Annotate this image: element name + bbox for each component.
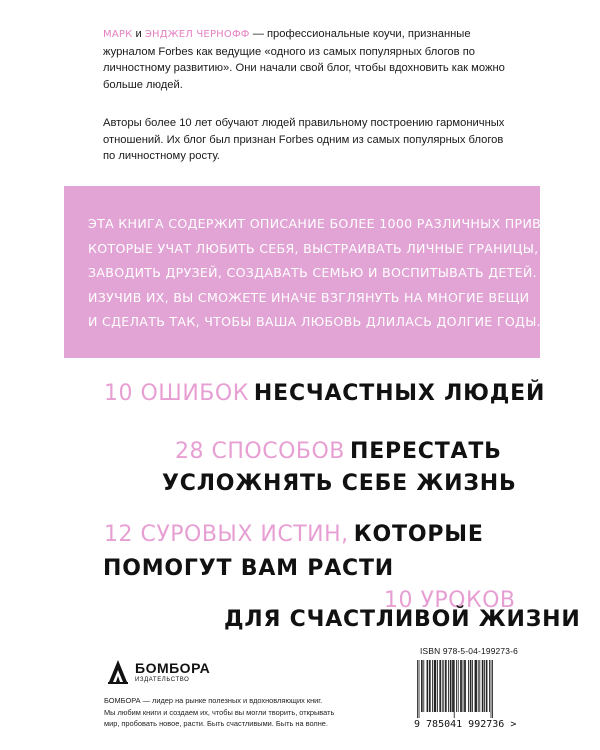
headline-mistakes — [104, 381, 545, 406]
headline-pink: 10 ОШИБОК — [104, 381, 249, 406]
description-line: ЗАВОДИТЬ ДРУЗЕЙ, СОЗДАВАТЬ СЕМЬЮ И ВОСПИТЫВАТЬ ДЕТЕЙ. — [88, 265, 537, 280]
headline-pink: 10 УРОКОВ — [384, 588, 516, 613]
headline-lessons-continued — [224, 607, 581, 632]
author-name-angel: ЭНДЖЕЛ ЧЕРНОФФ — [144, 29, 250, 40]
isbn-label: ISBN 978-5-04-199273-6 — [420, 646, 518, 656]
barcode-number: 9 785041 992736 > — [414, 719, 517, 730]
headline-dark: ПОМОГУТ ВАМ РАСТИ — [103, 556, 395, 581]
description-line: ЭТА КНИГА СОДЕРЖИТ ОПИСАНИЕ БОЛЕЕ 1000 РАЗЛИЧНЫХ ПРИВЫЧЕК, — [88, 216, 584, 231]
headline-dark: КОТОРЫЕ — [353, 522, 484, 547]
publisher-note-line: Мы любим книги и создаем их, чтобы вы могли творить, открывать — [104, 707, 335, 717]
headline-dark: НЕСЧАСТНЫХ ЛЮДЕЙ — [253, 381, 546, 406]
publisher-logo — [105, 656, 245, 690]
description-line: И СДЕЛАТЬ ТАК, ЧТОБЫ ВАША ЛЮБОВЬ ДЛИЛАСЬ ДОЛГИЕ ГОДЫ. — [88, 314, 541, 329]
publisher-note — [104, 695, 374, 730]
headline-dark: ДЛЯ СЧАСТЛИВОЙ ЖИЗНИ — [224, 607, 581, 632]
book-description-box — [64, 186, 584, 358]
author-name-mark: МАРК — [103, 29, 133, 40]
intro-paragraph-1: — профессиональные коучи, признанные журналом Forbes как ведущие «одного из самых популярных блогов по личностному развитию». Они начали свой блог, чтобы вдохновить как можно больше людей. — [103, 28, 505, 91]
barcode — [417, 660, 493, 718]
intro-paragraph-2: Авторы более 10 лет обучают людей правильному построению гармоничных отношений. Их блог был признан Forbes одним из самых популярных блогов по личностному росту. — [103, 117, 505, 163]
publisher-subtitle: ИЗДАТЕЛЬСТВО — [135, 677, 190, 683]
description-line: ИЗУЧИВ ИХ, ВЫ СМОЖЕТЕ ИНАЧЕ ВЗГЛЯНУТЬ НА МНОГИЕ ВЕЩИ — [88, 289, 530, 305]
publisher-name: БОМБОРА — [135, 660, 211, 676]
headline-ways-continued — [162, 471, 517, 496]
headline-dark: ПЕРЕСТАТЬ — [349, 439, 502, 464]
author-connector: и — [135, 28, 142, 40]
description-line: КОТОРЫЕ УЧАТ ЛЮБИТЬ СЕБЯ, ВЫСТРАИВАТЬ ЛИЧНЫЕ ГРАНИЦЫ, — [88, 240, 539, 256]
headline-truths — [104, 522, 484, 547]
publisher-note-line: мир, пробовать новое, расти. Быть счастливыми. Быть на волне. — [104, 719, 328, 728]
headline-pink: 12 СУРОВЫХ ИСТИН, — [104, 522, 349, 547]
book-description — [88, 212, 584, 335]
authors-intro — [103, 26, 515, 93]
headline-ways — [175, 439, 502, 464]
headline-dark: УСЛОЖНЯТЬ СЕБЕ ЖИЗНЬ — [162, 471, 517, 496]
headline-truths-continued — [103, 556, 394, 581]
headline-pink: 28 СПОСОБОВ — [175, 439, 345, 464]
publisher-note-line: БОМБОРА — лидер на рынке полезных и вдохновляющих книг. — [104, 696, 323, 705]
bomb-icon — [105, 656, 131, 686]
